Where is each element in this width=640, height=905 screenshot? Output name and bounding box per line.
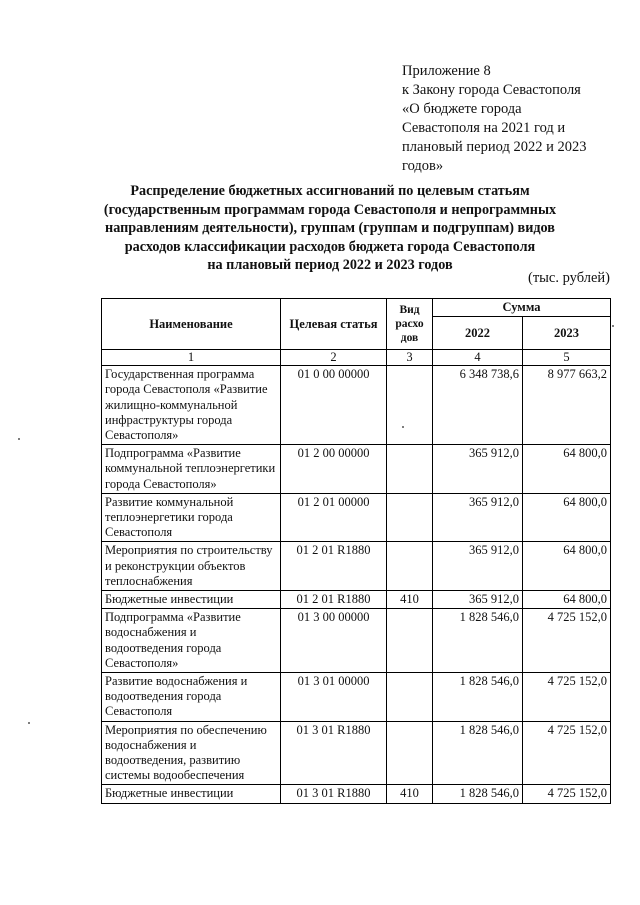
row-amount-2023: 64 800,0 bbox=[523, 493, 611, 542]
table-row bbox=[102, 445, 611, 494]
header-name: Наименование bbox=[102, 299, 281, 350]
column-number: 1 bbox=[102, 350, 281, 366]
row-amount-2023: 4 725 152,0 bbox=[523, 673, 611, 722]
row-kind bbox=[387, 542, 433, 591]
column-number: 4 bbox=[433, 350, 523, 366]
row-kind bbox=[387, 366, 433, 445]
row-kind bbox=[387, 445, 433, 494]
units-label: (тыс. рублей) bbox=[528, 270, 610, 286]
row-name: Подпрограмма «Развитие водоснабжения и водоотведения города Севастополя» bbox=[102, 609, 281, 673]
column-number-row bbox=[102, 350, 611, 366]
appendix-line: плановый период 2022 и 2023 bbox=[402, 139, 587, 155]
table-row bbox=[102, 493, 611, 542]
table-row bbox=[102, 785, 611, 803]
table-row bbox=[102, 721, 611, 785]
appendix-line: Приложение 8 bbox=[402, 63, 491, 79]
row-target-code: 01 3 01 R1880 bbox=[281, 785, 387, 803]
header-2023: 2023 bbox=[523, 317, 611, 350]
row-amount-2022: 365 912,0 bbox=[433, 542, 523, 591]
row-amount-2022: 1 828 546,0 bbox=[433, 609, 523, 673]
row-target-code: 01 2 01 00000 bbox=[281, 493, 387, 542]
row-name: Мероприятия по обеспечению водоснабжения и водоотведения, развитию системы водообеспечения bbox=[102, 721, 281, 785]
row-amount-2022: 1 828 546,0 bbox=[433, 785, 523, 803]
scan-speck bbox=[612, 325, 614, 327]
header-2022: 2022 bbox=[433, 317, 523, 350]
row-target-code: 01 3 01 00000 bbox=[281, 673, 387, 722]
row-name: Государственная программа города Севастополя «Развитие жилищно-коммунальной инфраструктуры города Севастополя» bbox=[102, 366, 281, 445]
table-header-row bbox=[102, 299, 611, 317]
table-row bbox=[102, 673, 611, 722]
column-number: 3 bbox=[387, 350, 433, 366]
row-target-code: 01 0 00 00000 bbox=[281, 366, 387, 445]
appendix-line: «О бюджете города bbox=[402, 101, 522, 117]
row-amount-2022: 365 912,0 bbox=[433, 591, 523, 609]
table-row bbox=[102, 609, 611, 673]
table-row bbox=[102, 366, 611, 445]
title-line: Распределение бюджетных ассигнований по целевым статьям bbox=[130, 183, 530, 199]
row-amount-2022: 6 348 738,6 bbox=[433, 366, 523, 445]
appendix-line: годов» bbox=[402, 158, 444, 174]
column-number: 5 bbox=[523, 350, 611, 366]
column-number: 2 bbox=[281, 350, 387, 366]
scan-speck bbox=[18, 438, 20, 440]
title-line: направлениям деятельности), группам (группам и подгруппам) видов bbox=[105, 220, 555, 236]
row-amount-2023: 4 725 152,0 bbox=[523, 721, 611, 785]
row-kind bbox=[387, 673, 433, 722]
row-name: Подпрограмма «Развитие коммунальной теплоэнергетики города Севастополя» bbox=[102, 445, 281, 494]
row-target-code: 01 2 00 00000 bbox=[281, 445, 387, 494]
row-amount-2022: 1 828 546,0 bbox=[433, 673, 523, 722]
row-kind: 410 bbox=[387, 785, 433, 803]
row-target-code: 01 2 01 R1880 bbox=[281, 542, 387, 591]
document-title bbox=[60, 182, 600, 275]
budget-table bbox=[101, 298, 611, 804]
scan-speck bbox=[402, 426, 404, 428]
row-target-code: 01 2 01 R1880 bbox=[281, 591, 387, 609]
appendix-line: Севастополя на 2021 год и bbox=[402, 120, 566, 136]
row-amount-2023: 64 800,0 bbox=[523, 445, 611, 494]
appendix-note bbox=[402, 62, 622, 176]
row-amount-2023: 8 977 663,2 bbox=[523, 366, 611, 445]
header-sum: Сумма bbox=[433, 299, 611, 317]
header-target: Целевая статья bbox=[281, 299, 387, 350]
row-amount-2023: 64 800,0 bbox=[523, 591, 611, 609]
row-kind bbox=[387, 609, 433, 673]
row-name: Мероприятия по строительству и реконструкции объектов теплоснабжения bbox=[102, 542, 281, 591]
table-row bbox=[102, 591, 611, 609]
row-name: Бюджетные инвестиции bbox=[102, 591, 281, 609]
row-name: Развитие водоснабжения и водоотведения города Севастополя bbox=[102, 673, 281, 722]
header-kind: Вид расхо дов bbox=[387, 299, 433, 350]
row-target-code: 01 3 01 R1880 bbox=[281, 721, 387, 785]
row-kind bbox=[387, 721, 433, 785]
row-amount-2023: 4 725 152,0 bbox=[523, 785, 611, 803]
row-amount-2023: 4 725 152,0 bbox=[523, 609, 611, 673]
row-kind: 410 bbox=[387, 591, 433, 609]
scan-speck bbox=[28, 722, 30, 724]
row-name: Бюджетные инвестиции bbox=[102, 785, 281, 803]
row-amount-2022: 1 828 546,0 bbox=[433, 721, 523, 785]
row-amount-2023: 64 800,0 bbox=[523, 542, 611, 591]
row-target-code: 01 3 00 00000 bbox=[281, 609, 387, 673]
row-amount-2022: 365 912,0 bbox=[433, 493, 523, 542]
title-line: на плановый период 2022 и 2023 годов bbox=[207, 257, 453, 273]
row-kind bbox=[387, 493, 433, 542]
row-amount-2022: 365 912,0 bbox=[433, 445, 523, 494]
title-line: (государственным программам города Севастополя и непрограммных bbox=[103, 201, 557, 218]
row-name: Развитие коммунальной теплоэнергетики города Севастополя bbox=[102, 493, 281, 542]
table-row bbox=[102, 542, 611, 591]
title-line: расходов классификации расходов бюджета города Севастополя bbox=[124, 238, 536, 255]
appendix-line: к Закону города Севастополя bbox=[402, 82, 581, 98]
